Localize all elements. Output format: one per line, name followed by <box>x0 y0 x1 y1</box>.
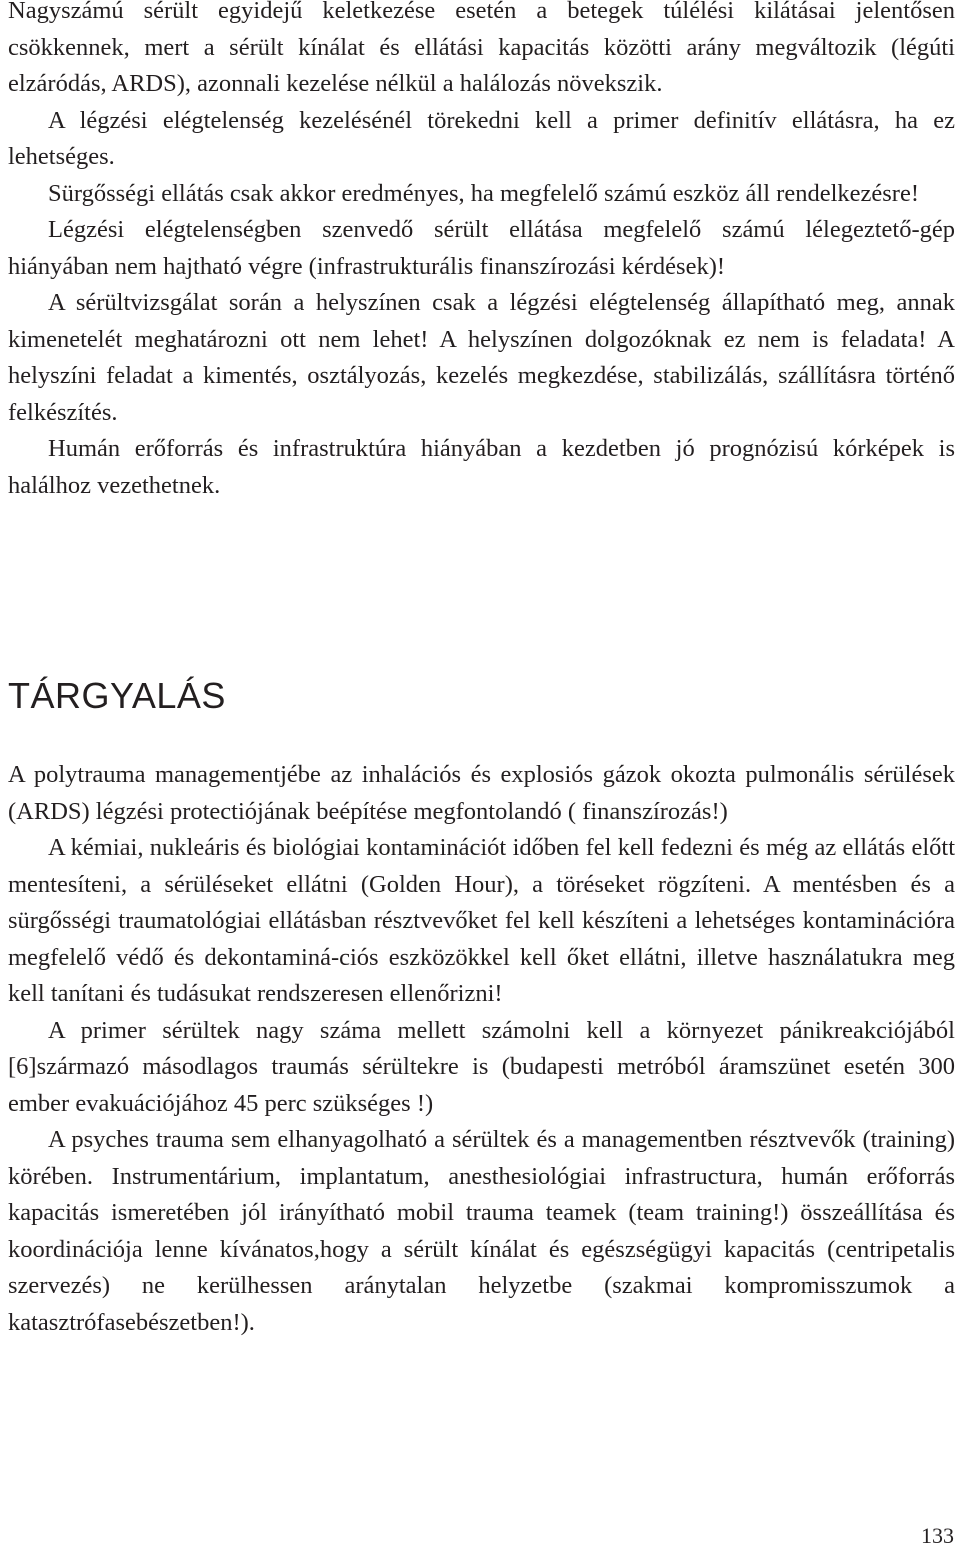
paragraph: Nagyszámú sérült egyidejű keletkezése esetén a betegek túlélési kilátásai jelentősen csökkennek, mert a sérült kínálat és ellátási kapacitás közötti arány megváltozik (légúti elzáródás, ARDS), azonnali kezelése nélkül a halálozás növekszik. <box>8 0 955 97</box>
paragraph: A kémiai, nukleáris és biológiai kontaminációt időben fel kell fedezni és még az ellátás előtt mentesíteni, a sérüléseket ellátni (Golden Hour), a töréseket rögzíteni. A mentésben és a sürgősségi traumatológiai ellátásban résztvevőket fel kell készíteni a lehetséges kontaminációra megfelelő védő és dekontaminá-ciós eszközökkel kell őket ellátni, illetve használatukra meg kell tanítani és tudásukat rendszeresen ellenőrizni! <box>8 834 955 1007</box>
paragraph: A légzési elégtelenség kezelésénél törekedni kell a primer definitív ellátásra, ha ez lehetséges. <box>8 106 955 170</box>
paragraph: A polytrauma managementjébe az inhalációs és explosiós gázok okozta pulmonális sérülések (ARDS) légzési protectiójának beépítése megfontolandó ( finanszírozás!) <box>8 761 955 825</box>
page-number: 133 <box>921 1523 954 1548</box>
discussion-section <box>8 757 955 1341</box>
paragraph: Sürgősségi ellátás csak akkor eredményes, ha megfelelő számú eszköz áll rendelkezésre! <box>48 179 919 207</box>
paragraph: Humán erőforrás és infrastruktúra hiányában a kezdetben jó prognózisú kórképek is halálhoz vezethetnek. <box>8 435 955 499</box>
section-heading: TÁRGYALÁS <box>8 675 226 716</box>
paragraph: A sérültvizsgálat során a helyszínen csak a légzési elégtelenség állapítható meg, annak kimenetelét meghatározni ott nem lehet! A helyszínen dolgozóknak ez nem is feladata! A helyszíni feladat a kimentés, osztályozás, kezelés megkezdése, stabilizálás, szállításra történő felkészítés. <box>8 289 955 426</box>
paragraph: A primer sérültek nagy száma mellett számolni kell a környezet pánikreakciójából [6]származó másodlagos traumás sérültekre is (budapesti metróból áramszünet esetén 300 ember evakuációjához 45 perc szükséges !) <box>8 1016 955 1117</box>
paragraph: A psyches trauma sem elhanyagolható a sérültek és a managementben résztvevők (training) körében. Instrumentárium, implantatum, anesthesiológiai infrastructura, humán erőforrás kapacitás ismeretében jól irányítható mobil trauma teamek (team training!) összeállítása és koordinációja lenne kívánatos,hogy a sérült kínálat és egészségügyi kapacitás (centripetalis szervezés) ne kerülhessen aránytalan helyzetbe (szakmai kompromisszumok a katasztrófasebészetben!). <box>8 1126 955 1336</box>
intro-section <box>8 0 955 504</box>
paragraph: Légzési elégtelenségben szenvedő sérült ellátása megfelelő számú lélegeztető-gép hiányában nem hajtható végre (infrastrukturális finanszírozási kérdések)! <box>8 216 955 280</box>
